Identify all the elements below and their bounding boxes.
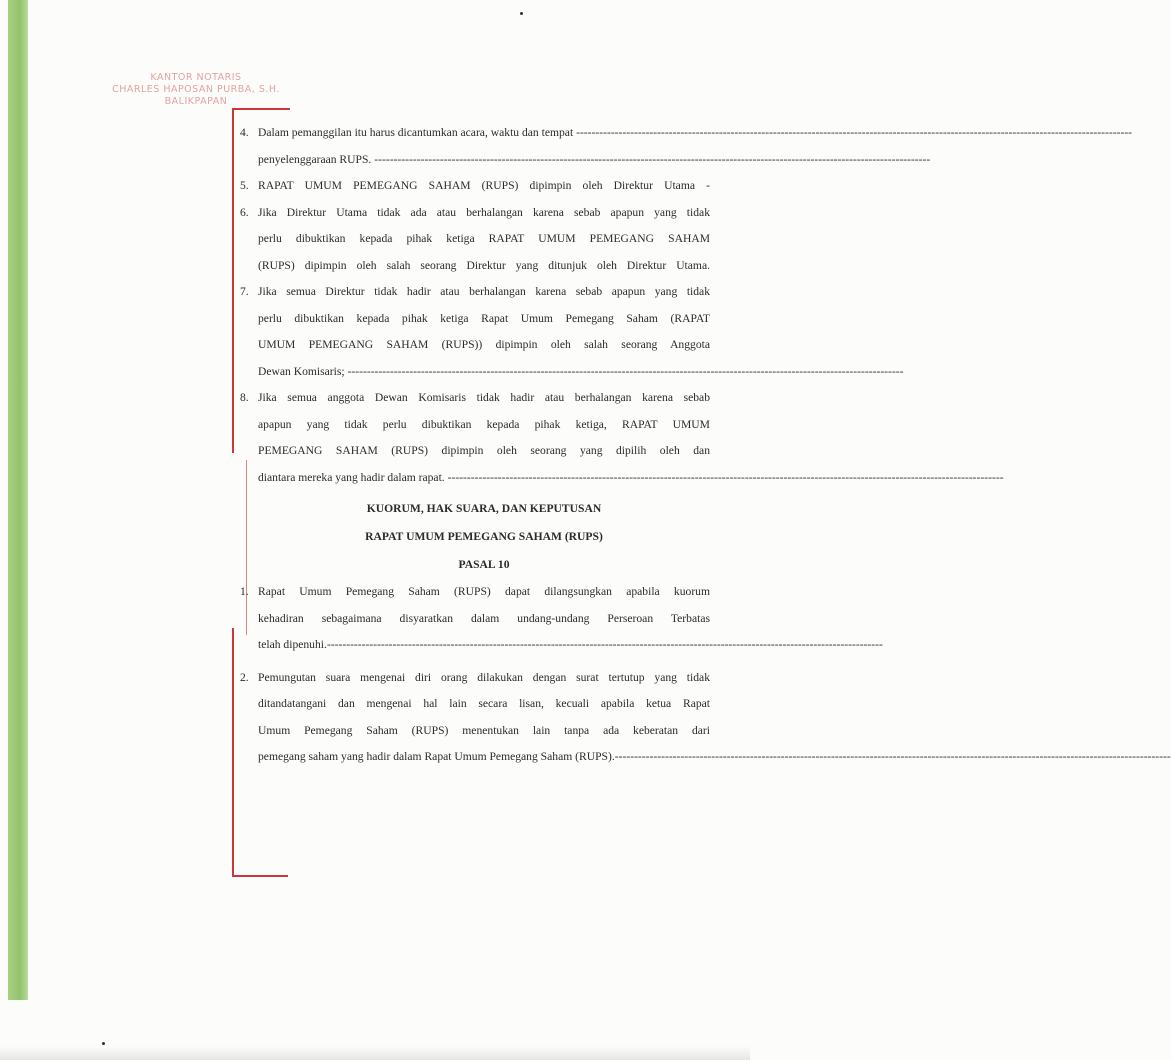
- margin-line-upper: [232, 108, 234, 453]
- pasal-heading: PASAL 10: [458, 558, 510, 571]
- text-line: PEMEGANG SAHAM (RUPS) dipimpin oleh seorang yang dipilih oleh dan: [258, 444, 710, 457]
- dash-filler: ------------------------------------------------------------------------------------------------------------------------------------------------: [374, 152, 931, 166]
- text-line: Umum Pemegang Saham (RUPS) menentukan lain tanpa ada keberatan dari: [258, 723, 710, 737]
- text-run: diantara mereka yang hadir dalam rapat.: [258, 470, 445, 484]
- list-item: [240, 120, 1133, 173]
- text-run: pemegang saham yang hadir dalam Rapat Umum Pemegang Saham (RUPS).: [258, 750, 615, 763]
- text-line: [258, 359, 904, 386]
- item-number: 2.: [240, 670, 249, 684]
- dash-filler: ------------------------------------------------------------------------------------------------------------------------------------------------: [447, 470, 1004, 484]
- text-line: [258, 744, 1171, 771]
- text-line: [258, 632, 883, 659]
- scan-speck: [102, 1042, 105, 1045]
- text-run: Dalam pemanggilan itu harus dicantumkan acara, waktu dan tempat: [258, 126, 574, 139]
- dash-filler: ------------------------------------------------------------------------------------------------------------------------------------------------: [326, 638, 883, 651]
- list-item: [240, 279, 904, 385]
- text-line: kehadiran sebagaimana disyaratkan dalam undang-undang Perseroan Terbatas: [258, 611, 710, 625]
- stamp-line-3: BALIKPAPAN: [164, 96, 228, 107]
- text-line: Jika semua anggota Dewan Komisaris tidak hadir atau berhalangan karena sebab: [258, 391, 710, 404]
- margin-line-top-tick: [232, 108, 290, 110]
- text-line: apapun yang tidak perlu dibuktikan kepada pihak ketiga, RAPAT UMUM: [258, 417, 710, 431]
- scan-speck: [520, 12, 523, 15]
- list-item: [240, 579, 883, 659]
- dash-filler: ------------------------------------------------------------------------------------------------------------------------------------------------: [347, 364, 904, 378]
- dash-filler: ------------------------------------------------------------------------------------------------------------------------------------------------: [614, 750, 1171, 763]
- stamp-line-2: CHARLES HAPOSAN PURBA, S.H.: [112, 84, 280, 95]
- text-line: [258, 465, 1004, 492]
- text-line: UMUM PEMEGANG SAHAM (RUPS)) dipimpin oleh salah seorang Anggota: [258, 338, 710, 351]
- scan-shadow: [0, 1046, 750, 1060]
- text-line: Pemungutan suara mengenai diri orang dilakukan dengan surat tertutup yang tidak: [258, 670, 710, 684]
- list-item: [240, 665, 1171, 771]
- document-body: [240, 120, 1171, 771]
- item-number: 6.: [240, 205, 249, 219]
- text-run: telah dipenuhi.: [258, 638, 327, 651]
- notary-stamp: [96, 72, 296, 108]
- text-line: [258, 147, 931, 174]
- item-number: 4.: [240, 126, 249, 139]
- text-line: (RUPS) dipimpin oleh salah seorang Direktur yang ditunjuk oleh Direktur Utama.: [258, 258, 710, 272]
- list-item: [240, 385, 1004, 491]
- text-line: RAPAT UMUM PEMEGANG SAHAM (RUPS) dipimpin oleh Direktur Utama -: [258, 179, 710, 192]
- text-line: [258, 120, 1133, 147]
- green-binding-strip: [8, 0, 28, 1000]
- section-heading-2: RAPAT UMUM PEMEGANG SAHAM (RUPS): [365, 530, 603, 543]
- list-item: [240, 173, 710, 200]
- margin-line-lower: [232, 628, 234, 876]
- item-number: 8.: [240, 391, 249, 404]
- text-line: Rapat Umum Pemegang Saham (RUPS) dapat dilangsungkan apabila kuorum: [258, 585, 710, 598]
- stamp-line-1: KANTOR NOTARIS: [150, 72, 242, 83]
- section-heading-1: KUORUM, HAK SUARA, DAN KEPUTUSAN: [366, 502, 602, 515]
- text-line: perlu dibuktikan kepada pihak ketiga RAPAT UMUM PEMEGANG SAHAM: [258, 232, 710, 245]
- list-item: [240, 200, 710, 280]
- text-line: perlu dibuktikan kepada pihak ketiga Rapat Umum Pemegang Saham (RAPAT: [258, 311, 710, 325]
- item-number: 1.: [240, 585, 249, 598]
- text-run: Dewan Komisaris;: [258, 364, 345, 378]
- item-number: 7.: [240, 285, 249, 298]
- text-line: ditandatangani dan mengenai hal lain secara lisan, kecuali apabila ketua Rapat: [258, 697, 710, 710]
- dash-filler: ------------------------------------------------------------------------------------------------------------------------------------------------: [576, 126, 1133, 139]
- text-line: Jika semua Direktur tidak hadir atau berhalangan karena sebab apapun yang tidak: [258, 285, 710, 298]
- margin-line-bottom-tick: [232, 875, 288, 877]
- text-line: Jika Direktur Utama tidak ada atau berhalangan karena sebab apapun yang tidak: [258, 205, 710, 219]
- text-run: penyelenggaraan RUPS.: [258, 152, 372, 166]
- margin-line-inner: [246, 460, 247, 635]
- item-number: 5.: [240, 179, 249, 192]
